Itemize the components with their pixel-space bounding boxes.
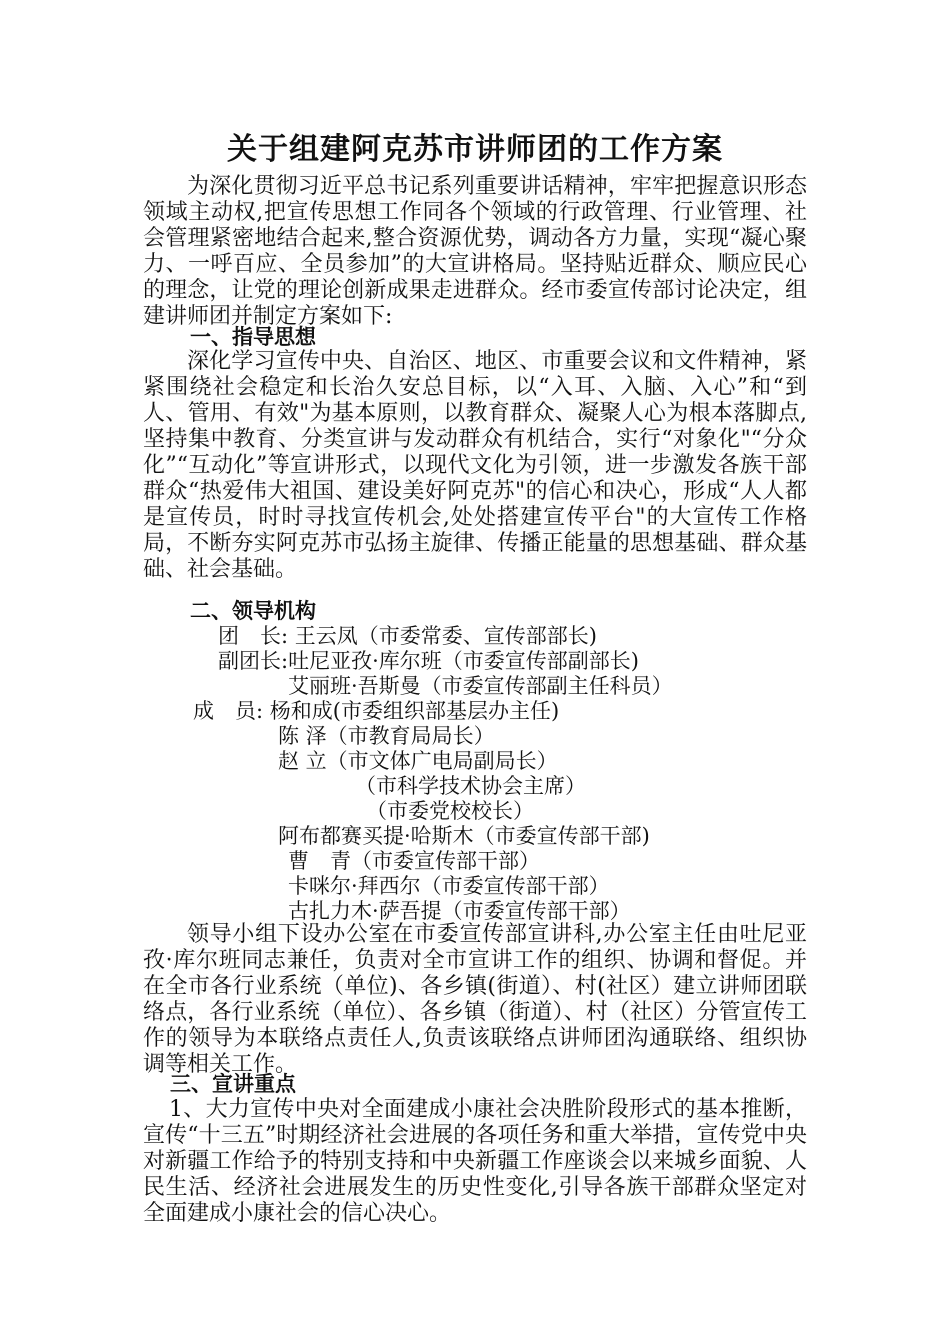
member-line: 成 员: 杨和成(市委组织部基层办主任) (193, 699, 560, 723)
member-line: 卡咪尔·拜西尔（市委宣传部干部） (288, 874, 610, 898)
member-line: 陈 泽（市教育局局长） (278, 724, 495, 748)
section-heading-key-points: 三、宣讲重点 (170, 1072, 296, 1096)
guiding-ideology-paragraph: 深化学习宣传中央、自治区、地区、市重要会议和文件精神，紧紧围绕社会稳定和长治久安总目标，以“入耳、入脑、入心”和“到人、管用、有效"为基本原则，以教育群众、凝聚人心为根本落脚点,坚持集中教育、分类宣讲与发动群众有机结合，实行“对象化"“分众化”“互动化”等宣讲形式，以现代文化为引领，进一步激发各族干部群众“热爱伟大祖国、建设美好阿克苏"的信心和决心，形成“人人都是宣传员，时时寻找宣传机会,处处搭建宣传平台"的大宣传工作格局，不断夯实阿克苏市弘扬主旋律、传播正能量的思想基础、群众基础、社会基础。 (143, 349, 807, 582)
member-line: 赵 立（市文体广电局副局长） (278, 749, 558, 773)
leader-line: 团 长: 王云凤（市委常委、宣传部部长) (218, 624, 597, 648)
section-heading-leadership: 二、领导机构 (190, 599, 316, 623)
member-line: （市委党校校长） (366, 799, 534, 823)
member-line: 曹 青（市委宣传部干部） (288, 849, 540, 873)
key-points-paragraph: 1、大力宣传中央对全面建成小康社会决胜阶段形式的基本推断，宣传“十三五”时期经济社会进展的各项任务和重大举措，宣传党中央对新疆工作给予的特别支持和中央新疆工作座谈会以来城乡面貌、人民生活、经济社会进展发生的历史性变化,引导各族干部群众坚定对全面建成小康社会的信心决心。 (143, 1097, 807, 1226)
section-heading-guiding-ideology: 一、指导思想 (190, 325, 316, 349)
member-line: 古扎力木·萨吾提（市委宣传部干部） (288, 899, 631, 923)
member-line: （市科学技术协会主席） (355, 774, 586, 798)
deputy-leader-line: 艾丽班·吾斯曼（市委宣传部副主任科员） (288, 674, 673, 698)
office-note-paragraph: 领导小组下设办公室在市委宣传部宣讲科,办公室主任由吐尼亚孜·库尔班同志兼任，负责对全市宣讲工作的组织、协调和督促。并在全市各行业系统（单位)、各乡镇(街道）、村(社区）建立讲师团联络点，各行业系统（单位）、各乡镇（街道）、村（社区）分管宣传工作的领导为本联络点责任人,负责该联络点讲师团沟通联络、组织协调等相关工作。 (143, 922, 807, 1077)
deputy-leader-line: 副团长:吐尼亚孜·库尔班（市委宣传部副部长) (218, 649, 639, 673)
member-line: 阿布都赛买提·哈斯木（市委宣传部干部) (278, 824, 650, 848)
document-title: 关于组建阿克苏市讲师团的工作方案 (227, 132, 723, 167)
intro-paragraph: 为深化贯彻习近平总书记系列重要讲话精神，牢牢把握意识形态领域主动权,把宣传思想工作同各个领域的行政管理、行业管理、社会管理紧密地结合起来,整合资源优势，调动各方力量，实现“凝心聚力、一呼百应、全员参加”的大宣讲格局。坚持贴近群众、顺应民心的理念，让党的理论创新成果走进群众。经市委宣传部讨论决定，组建讲师团并制定方案如下: (143, 174, 807, 329)
